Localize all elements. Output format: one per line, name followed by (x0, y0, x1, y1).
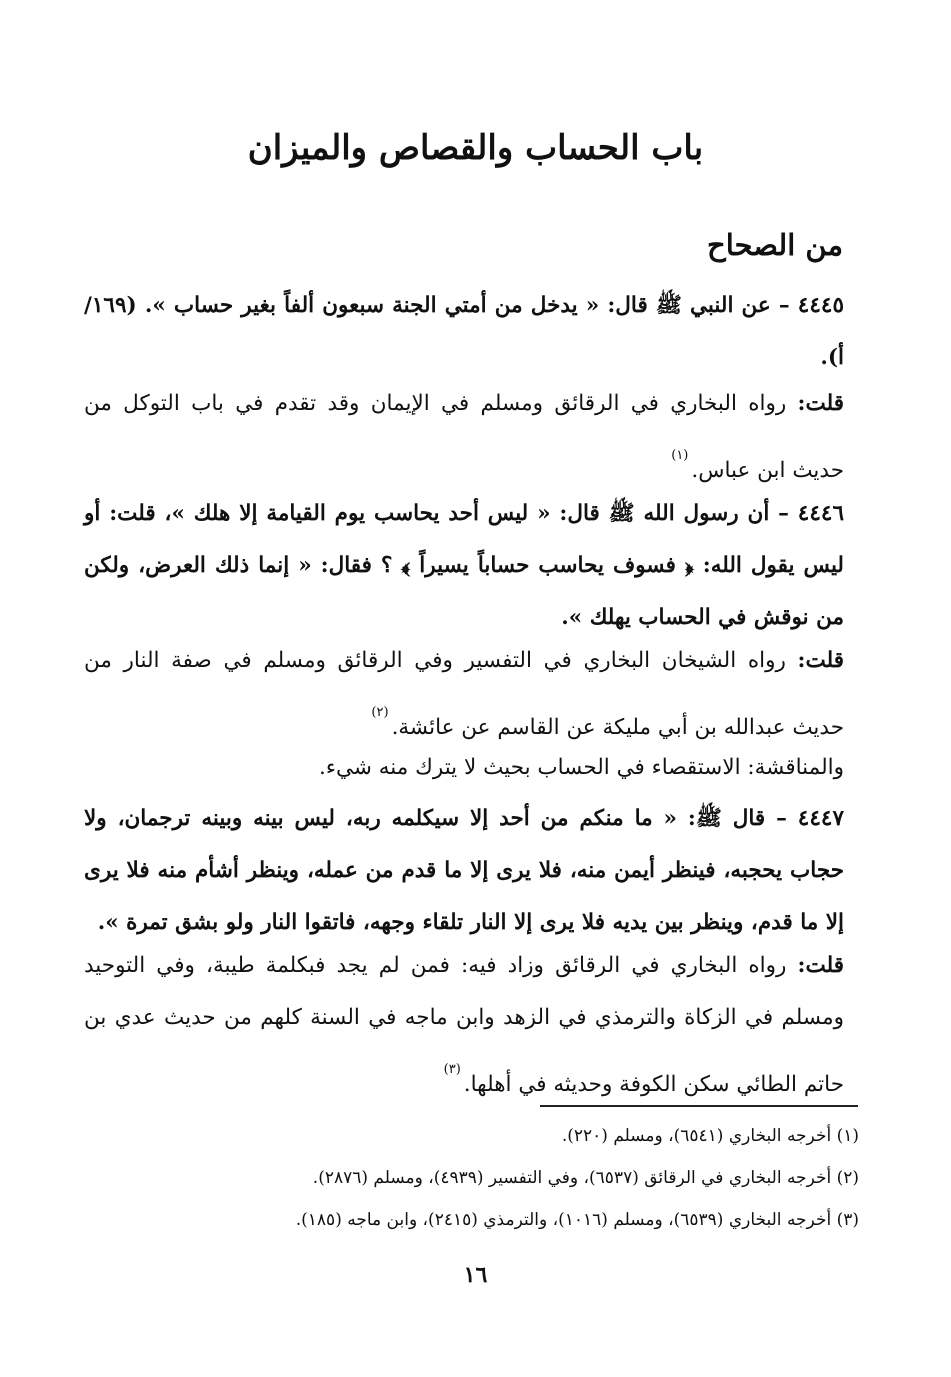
commentary-4446 (84, 635, 844, 754)
chapter-title: باب الحساب والقصاص والميزان (247, 128, 704, 168)
page-number: ١٦ (463, 1262, 488, 1288)
hadith-4445: ٤٤٤٥ – عن النبي ﷺ قال: « يدخل من أمتي الجنة سبعون ألفاً بغير حساب ». (١٦٩/أ). (84, 293, 844, 370)
hadith-4447: ٤٤٤٧ – قال ﷺ: « ما منكم من أحد إلا سيكلمه ربه، ليس بينه وبينه ترجمان، ولا حجاب يحجبه، فينظر أيمن منه، فلا يرى إلا ما قدم من عمله، وينظر أشأم منه فلا يرى إلا ما قدم، وينظر بين يديه فلا يرى إلا النار تلقاء وجهه، فاتقوا النار ولو بشق تمرة ». (84, 806, 844, 935)
definition-munaqasha: والمناقشة: الاستقصاء في الحساب بحيث لا يترك منه شيء. (319, 755, 844, 780)
footnote-3: (٣) أخرجه البخاري (٦٥٣٩)، ومسلم (١٠١٦)، والترمذي (٢٤١٥)، وابن ماجه (١٨٥). (295, 1210, 859, 1230)
footnote-1: (١) أخرجه البخاري (٦٥٤١)، ومسلم (٢٢٠). (561, 1126, 859, 1146)
commentary-4445 (84, 378, 844, 497)
commentary-4447 (84, 940, 844, 1111)
footnote-ref-1: (١) (671, 448, 689, 463)
section-title: من الصحاح (706, 228, 843, 262)
footnote-2: (٢) أخرجه البخاري في الرقائق (٦٥٣٧)، وفي التفسير (٤٩٣٩)، ومسلم (٢٨٧٦). (312, 1168, 859, 1188)
commentary-label: قلت: (797, 953, 844, 978)
commentary-text: رواه البخاري في الرقائق وزاد فيه: فمن لم يجد فبكلمة طيبة، وفي التوحيد ومسلم في الزكاة والترمذي في الزهد وابن ماجه في السنة كلهم من حديث عدي بن حاتم الطائي سكن الكوفة وحديثه في أهلها. (84, 953, 844, 1097)
commentary-label: قلت: (797, 391, 844, 416)
footnote-ref-2: (٢) (371, 705, 389, 720)
footnote-divider (540, 1105, 858, 1107)
commentary-label: قلت: (797, 648, 844, 673)
footnote-ref-3: (٣) (443, 1062, 461, 1077)
commentary-text: رواه الشيخان البخاري في التفسير وفي الرقائق ومسلم في صفة النار من حديث عبدالله بن أبي مليكة عن القاسم عن عائشة. (84, 648, 844, 740)
commentary-text: رواه البخاري في الرقائق ومسلم في الإيمان وقد تقدم في باب التوكل من حديث ابن عباس. (84, 391, 844, 483)
hadith-4446: ٤٤٤٦ – أن رسول الله ﷺ قال: « ليس أحد يحاسب يوم القيامة إلا هلك »، قلت: أو ليس يقول الله: ﴿ فسوف يحاسب حساباً يسيراً ﴾ ؟ فقال: « إنما ذلك العرض، ولكن من نوقش في الحساب يهلك ». (84, 501, 844, 630)
